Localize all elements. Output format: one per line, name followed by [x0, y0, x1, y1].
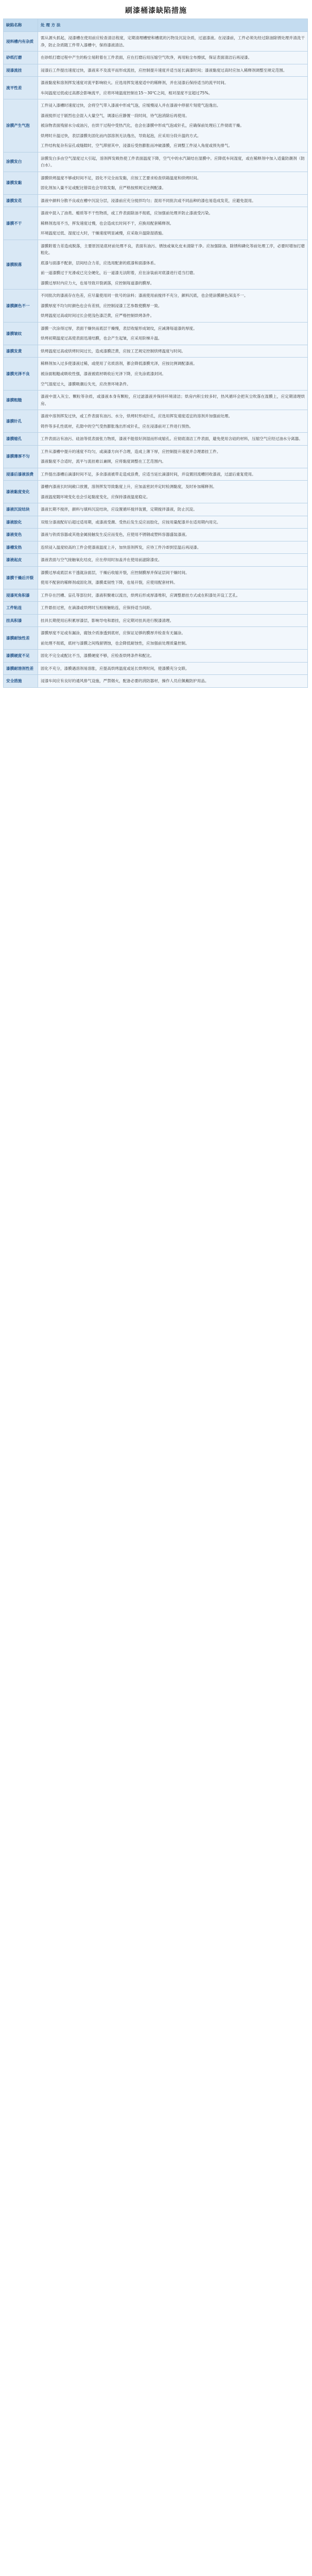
treatment-paragraph: 漆液中颜料分散不良或在槽中沉淀分层，浸漆前应充分搅拌均匀；混用不同批次或不同品种的漆也易造成发花，应避免混用。 — [41, 198, 256, 203]
table-row — [4, 391, 308, 410]
treatment-method — [38, 345, 308, 358]
defect-name: 漆膜干燥后开裂 — [4, 566, 38, 589]
treatment-paragraph: 工件结构复杂有盲孔或缝隙时，空气滞留其中，浸漆后受热膨胀而冲破漆膜，应调整工件浸入角度或预先排气。 — [41, 143, 233, 148]
table-row — [4, 345, 308, 358]
treatment-paragraph: 漆液黏度不合适时，流平与流挂难以兼顾，应将黏度调整在工艺范围内。 — [41, 459, 166, 464]
defect-name: 漆膜硬度不足 — [4, 650, 38, 663]
treatment-method — [38, 391, 308, 410]
treatment-paragraph: 漆膜附着力差造成脱落，主要原因是底材前处理不良，表面有油污、锈蚀或氧化皮未清除干净。应加强除油、除锈和磷化等前处理工序，必要时增加打磨粗化。 — [41, 243, 305, 256]
treatment-paragraph: 被涂物表面残留水分或油污，在烘干过程中受热汽化，也会在漆膜中形成气泡或针孔，应确保前处理后工件彻底干燥。 — [41, 123, 244, 128]
table-row — [4, 77, 308, 99]
table-row — [4, 433, 308, 446]
treatment-method — [38, 662, 308, 675]
treatment-paragraph: 车间温度过低或过高都会影响流平，应将环境温度控制在15～30℃之间，相对湿度不宜超过75%。 — [41, 90, 213, 95]
defect-name: 漆膜发黏 — [4, 172, 38, 194]
defect-name: 漆膜针孔 — [4, 410, 38, 433]
treatment-paragraph: 漆液中混入灰尘、颗粒等杂质，或漆液本身有颗粒，应过滤漆液并保持环境清洁；烘房内积尘较多时，热风循环会把灰尘吹落在湿膜上，应定期清理烘房。 — [41, 394, 305, 406]
defect-name: 漆液变色 — [4, 529, 38, 541]
treatment-paragraph: 使用不配套的稀释剂或固化剂，漆膜柔韧性下降，也易开裂，应使用配套材料。 — [41, 580, 178, 585]
table-row — [4, 194, 308, 207]
table-row — [4, 503, 308, 516]
table-row — [4, 662, 308, 675]
defect-name: 漆液黏度变化 — [4, 481, 38, 503]
treatment-paragraph: 工件存在凹槽、盲孔等部位时，漆液积聚难以流出，烘烤后形成厚漆堆积，应调整悬挂方式或在积漆处开设工艺孔。 — [41, 592, 240, 598]
treatment-method — [38, 602, 308, 615]
table-row — [4, 627, 308, 650]
treatment-paragraph: 漆液长期不搅拌，颜料与填料沉淀结块，应设置循环搅拌装置，定期搅拌漆液，防止沉淀。 — [41, 507, 197, 512]
table-row — [4, 152, 308, 172]
treatment-paragraph: 漆液搅拌过于剧烈也会混入大量空气，调漆后应静置一段时间，待气泡消除后再使用。 — [41, 113, 189, 118]
defect-name: 漆膜不干 — [4, 207, 38, 240]
treatment-method — [38, 207, 308, 240]
table-row — [4, 207, 308, 240]
treatment-method — [38, 529, 308, 541]
treatment-method — [38, 240, 308, 290]
defect-name: 浸漆后漆液浪费 — [4, 468, 38, 481]
treatment-method — [38, 99, 308, 152]
table-row — [4, 410, 308, 433]
treatment-paragraph: 工件从漆槽中提升的速度不均匀，或滴漆方向不合理，造成上薄下厚，应控制提升速度并合理悬挂工件。 — [41, 449, 221, 454]
table-row — [4, 650, 308, 663]
treatment-paragraph: 固化剂加入量不足或配比错误也会导致发黏，应严格按照规定比例配漆。 — [41, 185, 166, 191]
treatment-paragraph: 漆液温度随环境变化也会引起黏度变化，应保持漆液温度稳定。 — [41, 494, 150, 499]
treatment-paragraph: 空气湿度过大，漆膜吸潮后失光，应改善环境条件。 — [41, 381, 131, 386]
defect-name: 漆膜颜色不一 — [4, 290, 38, 323]
treatment-method — [38, 64, 308, 77]
treatment-paragraph: 固化不完全或配比不当，漆膜硬度不够，应检查烘烤条件和配比。 — [41, 653, 154, 658]
treatment-method — [38, 650, 308, 663]
defect-name: 漆液起皮 — [4, 554, 38, 567]
table-row — [4, 589, 308, 602]
treatment-method — [38, 516, 308, 529]
defect-name: 涂膜产生气泡 — [4, 99, 38, 152]
treatment-method — [38, 322, 308, 345]
treatment-method — [38, 481, 308, 503]
treatment-paragraph: 双组分漆液配好后超过适用期，或漆液受潮、受热后发生反应而胶化，应按用量配漆并在适用期内用完。 — [41, 519, 221, 524]
treatment-paragraph: 被涂面粗糙或吸收性强，漆液被底材吸收后光泽下降，应先涂底漆封闭。 — [41, 371, 166, 376]
table-row — [4, 481, 308, 503]
treatment-paragraph: 工件提出漆槽后滴漆时间不足，多余漆液被带走造成浪费，应适当延长滴漆时间，并设置回流槽回收漆液，过滤后重复使用。 — [41, 471, 256, 477]
treatment-method — [38, 503, 308, 516]
defect-name: 漆膜发黄 — [4, 345, 38, 358]
table-row — [4, 172, 308, 194]
treatment-paragraph: 漆液表面与空气接触氧化结皮，应在停用时加盖并在使用前滤除漆皮。 — [41, 557, 162, 563]
treatment-paragraph: 漆膜一次涂得过厚，表面干燥快而底层干燥慢，表层收缩形成皱纹，应减薄每道漆的厚度。 — [41, 326, 197, 331]
defect-name: 安全措施 — [4, 675, 38, 688]
treatment-method — [38, 290, 308, 323]
treatment-paragraph: 底漆与面漆不配套，层间结合力差，应选用配套的底漆和面漆体系。 — [41, 260, 158, 265]
treatment-method — [38, 194, 308, 207]
treatment-paragraph: 前处理不彻底，底材与漆膜之间残留锈蚀，也会降低耐蚀性，应加强前处理质量控制。 — [41, 640, 189, 646]
treatment-method — [38, 410, 308, 433]
table-row — [4, 675, 308, 688]
treatment-method — [38, 433, 308, 446]
defect-name: 漆膜粗糙 — [4, 391, 38, 410]
treatment-method — [38, 358, 308, 391]
treatment-paragraph: 在砂纸打磨过程中产生的粉尘易附着在工件表面，应在打磨后用压缩空气吹净，再用粘尘布擦拭，保证表面清洁后再浸漆。 — [41, 55, 252, 60]
defect-name: 漆膜发花 — [4, 194, 38, 207]
defect-name: 涂膜发白 — [4, 152, 38, 172]
defect-name: 漆槽发热 — [4, 541, 38, 554]
treatment-paragraph: 不同批次的漆液存在色差，应尽量使用同一批号的涂料；漆液使用前搅拌不充分，颜料沉底，也会使涂膜颜色深浅不一。 — [41, 293, 248, 298]
table-row — [4, 614, 308, 627]
treatment-method — [38, 172, 308, 194]
table-row — [4, 554, 308, 567]
table-row — [4, 32, 308, 52]
defect-name: 流平性差 — [4, 77, 38, 99]
defect-name: 漆膜缩孔 — [4, 433, 38, 446]
defect-name: 漆膜脱落 — [4, 240, 38, 290]
defect-name: 漆液胶化 — [4, 516, 38, 529]
table-row — [4, 99, 308, 152]
defect-name: 浸料槽内有杂质 — [4, 32, 38, 52]
table-row — [4, 322, 308, 345]
treatment-method — [38, 52, 308, 64]
table-row — [4, 52, 308, 64]
defect-name: 浸漆死角积漆 — [4, 589, 38, 602]
defect-name: 挂具积漆 — [4, 614, 38, 627]
treatment-method — [38, 152, 308, 172]
treatment-paragraph: 漆液与铁质容器或其他金属接触发生反应而变色，应使用不锈钢或塑料容器盛装漆液。 — [41, 532, 189, 537]
treatment-paragraph: 铸件等多孔性底材，孔隙中的空气受热膨胀逸出形成针孔，应在浸漆前对工件进行预热。 — [41, 423, 194, 429]
header-treatment-method: 处 理 方 法 — [38, 19, 308, 32]
table-row — [4, 541, 308, 554]
treatment-method — [38, 77, 308, 99]
defect-name: 漆膜耐蚀性差 — [4, 627, 38, 650]
treatment-paragraph: 漆槽内漆液长时间敞口放置，溶剂挥发导致黏度上升，应加盖密封并定时检测黏度，及时补加稀释剂。 — [41, 484, 217, 489]
treatment-paragraph: 漆膜厚度不足或有漏涂，腐蚀介质渗透到底材，应保证足够的膜厚并检查有无漏涂。 — [41, 631, 185, 636]
treatment-paragraph: 稀释剂加入过多使漆液过稀，或使用了劣质溶剂，都会降低漆膜光泽，应按比例调配漆液。 — [41, 361, 197, 366]
table-row — [4, 529, 308, 541]
treatment-method — [38, 541, 308, 554]
treatment-paragraph: 稀释剂选用不当，挥发速度过慢，也会造成长时间不干，应换用配套稀释剂。 — [41, 221, 174, 226]
treatment-method — [38, 627, 308, 650]
treatment-paragraph: 环境温度过低、湿度过大时，干燥速度明显减慢，应采取升温除湿措施。 — [41, 231, 166, 236]
treatment-method — [38, 566, 308, 589]
treatment-paragraph: 烘烤温度过高或烘烤时间过长，造成漆膜泛黄，应按工艺规定控制烘烤温度与时间。 — [41, 348, 185, 353]
table-row — [4, 468, 308, 481]
treatment-method — [38, 675, 308, 688]
treatment-paragraph: 漆液中混入了油类、蜡质等不干性物质，或工件表面除油不彻底，应加强前处理并防止漆液受污染。 — [41, 211, 213, 216]
rules-table — [3, 19, 308, 688]
table-header-row — [4, 19, 308, 32]
treatment-paragraph: 浸漆后工件提出速度过快，漆液来不及流平而形成流挂，应控制提升速度并适当延长滴漆时间；漆液黏度过高时应加入稀释剂调整至规定范围。 — [41, 67, 287, 73]
header-defect-name: 缺陷名称 — [4, 19, 38, 32]
table-row — [4, 240, 308, 290]
defect-name: 漆膜耐溶剂性差 — [4, 662, 38, 675]
table-row — [4, 64, 308, 77]
treatment-paragraph: 漆膜过厚时内应力大，也易导致开裂剥落，应控制每道漆的膜厚。 — [41, 280, 154, 285]
treatment-paragraph: 漆膜烘烤温度不够或时间不足，固化不完全而发黏，应按工艺要求检查烘箱温度和烘烤时间。 — [41, 175, 201, 180]
treatment-paragraph: 烘烤初期温度过高使表面迅速结膜，也会产生起皱，应采用阶梯升温。 — [41, 336, 162, 341]
treatment-paragraph: 挂具长期使用后积累厚漆层，影响导电和悬挂，应定期对挂具进行脱漆清理。 — [41, 618, 174, 623]
treatment-paragraph: 烘烤时升温过快，表层漆膜先固化而内部溶剂无法逸出，导致起泡，应采用分段升温的方式。 — [41, 133, 201, 138]
treatment-paragraph: 烘烤温度过高或时间过长会使浅色漆泛黄，应严格控制烘烤条件。 — [41, 313, 154, 318]
treatment-method — [38, 32, 308, 52]
page-title: 刷漆桶漆缺陷措施 — [125, 7, 187, 15]
treatment-paragraph: 工件表面沾有油污、硅油等低表面张力物质，漆液不能很好润湿而形成缩孔。应彻底清洁工件表面，避免使用含硅的材料，压缩空气应经过油水分离器。 — [41, 436, 303, 442]
defect-name: 漆膜光泽不良 — [4, 358, 38, 391]
treatment-paragraph: 涂膜发白多由空气湿度过大引起，溶剂挥发吸热使工件表面温度下降，空气中的水汽凝结在湿膜中。应降低车间湿度，或在稀释剂中加入适量防潮剂（防白水）。 — [41, 156, 305, 168]
treatment-paragraph: 漆液黏度和溶剂挥发速度对流平影响较大。应选用挥发速度适中的稀释剂，并在浸漆后保持适当的流平时间。 — [41, 80, 229, 86]
treatment-paragraph: 漆液中溶剂挥发过快，或工件表面有油污、水分，烘烤时形成针孔，应选用挥发速度适宜的溶剂并加强前处理。 — [41, 414, 233, 419]
defect-name: 工件粘连 — [4, 602, 38, 615]
table-row — [4, 516, 308, 529]
treatment-paragraph: 工件悬挂过密，在滴漆或烘烤时互相接触粘连，应保持适当间距。 — [41, 605, 154, 611]
defect-name: 漆膜薄厚不匀 — [4, 445, 38, 468]
defect-name: 漆液沉淀结块 — [4, 503, 38, 516]
treatment-paragraph: 漆膜厚度不均匀时颜色也会有差别，应控制浸漆工艺参数使膜厚一致。 — [41, 303, 162, 308]
rules-table-body — [4, 19, 308, 688]
table-row — [4, 445, 308, 468]
treatment-paragraph: 连续浸入温度较高的工件会使漆液温度上升，加快溶剂挥发，应待工件冷却到室温后再浸漆。 — [41, 545, 201, 550]
treatment-paragraph: 前一道漆膜过于光滑或已完全硬化，后一道漆无法附着，应在涂装前对底漆进行适当打磨。 — [41, 270, 197, 276]
treatment-method — [38, 614, 308, 627]
treatment-paragraph: 需从源头抓起，浸漆槽在使用前应检查清洁程度，定期清理槽壁和槽底的污物及沉淀杂质，过滤漆液。在浸漆前，工件必须先经过除油除锈处理并清洗干净，防止杂质随工件带入漆槽中，保持漆液清洁。 — [41, 36, 305, 47]
treatment-paragraph: 浸漆车间应有良好的通风排气设施，严禁烟火，配备必要的消防器材，操作人员应佩戴防护用品。 — [41, 679, 209, 684]
defect-name: 砂纸打磨 — [4, 52, 38, 64]
treatment-method — [38, 554, 308, 567]
table-row — [4, 358, 308, 391]
treatment-method — [38, 445, 308, 468]
defect-name: 浸漆流挂 — [4, 64, 38, 77]
table-row — [4, 290, 308, 323]
treatment-paragraph: 固化不充分，漆膜遇溶剂易溶胀，应提高烘烤温度或延长烘烤时间，使漆膜充分交联。 — [41, 666, 189, 671]
treatment-method — [38, 468, 308, 481]
treatment-paragraph: 漆膜过厚或底层未干透就涂面层，干燥后收缩开裂，应控制膜厚并保证层间干燥时间。 — [41, 570, 189, 575]
treatment-paragraph: 工件浸入漆槽时速度过快，会将空气带入漆液中形成气泡，应缓慢浸入并在漆液中停留片刻使气泡逸出。 — [41, 103, 221, 108]
treatment-method — [38, 589, 308, 602]
defect-name: 漆膜皱纹 — [4, 322, 38, 345]
table-row — [4, 566, 308, 589]
table-row — [4, 602, 308, 615]
